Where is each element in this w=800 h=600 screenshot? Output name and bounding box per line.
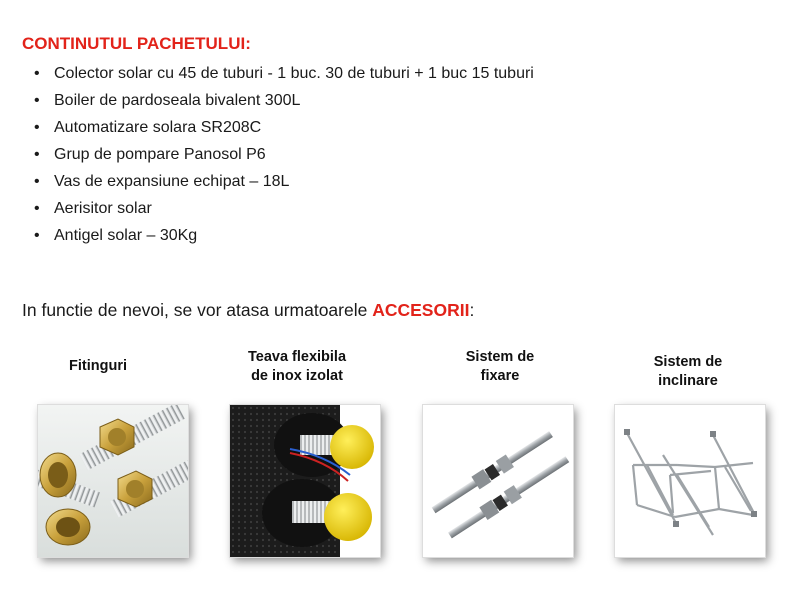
list-item: • Automatizare solara SR208C <box>26 116 534 143</box>
accessory-label-flexible-pipe <box>222 348 372 386</box>
flexible-pipe-image <box>230 405 380 557</box>
accessory-label-line: Fitinguri <box>69 358 127 374</box>
flexible-pipe-illustration <box>230 405 380 557</box>
accessory-label-fittings <box>38 357 158 376</box>
tilt-system-illustration <box>615 405 765 557</box>
accessory-label-line: Sistem de <box>653 354 723 370</box>
fittings-image <box>38 405 188 557</box>
accessory-label-mounting-system <box>440 348 560 386</box>
accessory-label-line: de inox izolat <box>251 368 343 384</box>
accessory-label-line: Sistem de <box>465 349 535 365</box>
mounting-system-illustration <box>423 405 573 557</box>
fittings-illustration <box>38 405 188 557</box>
list-item: • Aerisitor solar <box>26 197 534 224</box>
list-item: • Antigel solar – 30Kg <box>26 224 534 251</box>
accessories-intro-end: : <box>469 300 475 320</box>
tilt-system-image <box>615 405 765 557</box>
list-item: • Vas de expansiune echipat – 18L <box>26 170 534 197</box>
list-item: • Boiler de pardoseala bivalent 300L <box>26 89 534 116</box>
accessories-intro <box>22 300 474 321</box>
accessories-highlight: ACCESORII <box>372 300 470 320</box>
mounting-system-image <box>423 405 573 557</box>
accessory-label-line: inclinare <box>658 373 718 389</box>
accessories-intro-text: In functie de nevoi, se vor atasa urmatoarele <box>22 300 373 320</box>
list-item: • Grup de pompare Panosol P6 <box>26 143 534 170</box>
package-contents-list <box>26 62 534 251</box>
list-item: • Colector solar cu 45 de tuburi - 1 buc. 30 de tuburi + 1 buc 15 tuburi <box>26 62 534 89</box>
accessory-label-line: fixare <box>480 368 520 384</box>
package-heading: CONTINUTUL PACHETULUI: <box>22 34 251 53</box>
accessory-label-line: Teava flexibila <box>247 349 347 365</box>
accessory-label-tilt-system <box>628 353 748 391</box>
